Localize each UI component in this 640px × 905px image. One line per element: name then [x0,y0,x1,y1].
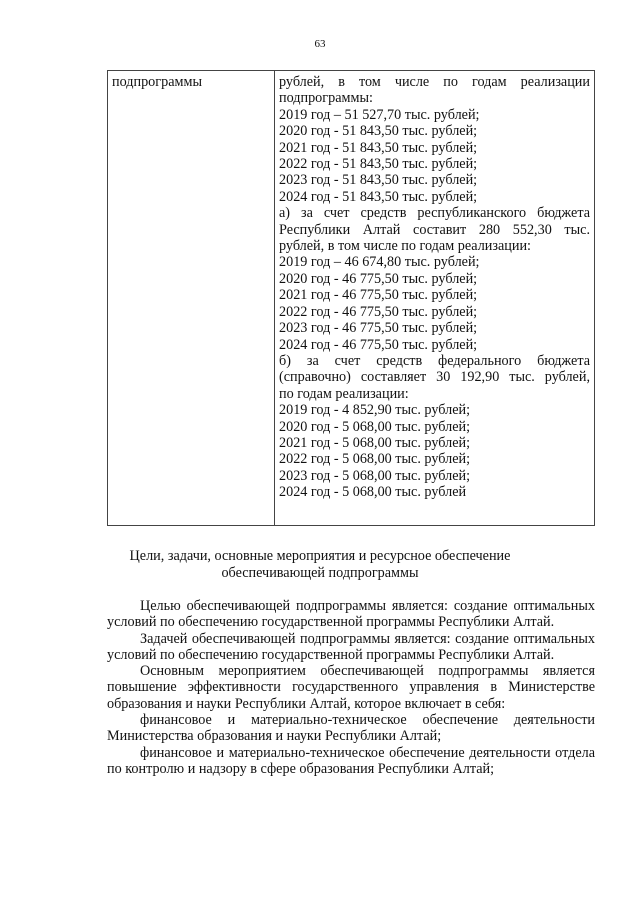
table-value-cell [275,71,595,526]
section-heading-line-1: Цели, задачи, основные мероприятия и ресурсное обеспечение [129,548,511,564]
table-value-line: (справочно) составляет 30 192,90 тыс. рублей, [279,369,590,386]
table-value-line: 2023 год - 51 843,50 тыс. рублей; [279,172,478,189]
paragraph-main-activity: Основным мероприятием обеспечивающей подпрограммы является повышение эффективности государственного управления в Министерстве образования и науки Республики Алтай, которое включает в себя: [107,663,595,712]
table-label-cell [108,71,275,526]
table-value-line: 2019 год - 4 852,90 тыс. рублей; [279,402,471,419]
table-value-line: 2021 год - 5 068,00 тыс. рублей; [279,434,471,451]
passport-table [107,70,595,526]
table-value-line: рублей, в том числе по годам реализации: [279,238,531,255]
section-heading-line-2: обеспечивающей подпрограммы [221,565,419,581]
table-value-line: 2019 год – 51 527,70 тыс. рублей; [279,106,480,123]
table-value-line: 2024 год - 5 068,00 тыс. рублей [279,484,467,501]
table-value-line: б) за счет средств федерального бюджета [279,352,590,369]
table-value-line: 2023 год - 5 068,00 тыс. рублей; [279,467,471,484]
table-value-line: по годам реализации: [279,385,409,402]
paragraph-goal: Целью обеспечивающей подпрограммы является: создание оптимальных условий по обеспечению государственной программы Республики Алтай. [107,598,595,631]
table-value-line: 2020 год - 5 068,00 тыс. рублей; [279,418,471,435]
paragraph-department-support: финансовое и материально-техническое обеспечение деятельности отдела по контролю и надзору в сфере образования Республики Алтай; [107,744,595,777]
table-value-line: 2022 год - 46 775,50 тыс. рублей; [279,303,478,320]
table-value-line: 2020 год - 51 843,50 тыс. рублей; [279,123,478,140]
table-value-line: 2022 год - 51 843,50 тыс. рублей; [279,156,478,173]
paragraph-task: Задачей обеспечивающей подпрограммы является: создание оптимальных условий по обеспечению государственной программы Республики Алтай. [107,630,595,663]
table-value-line: 2024 год - 51 843,50 тыс. рублей; [279,188,478,205]
table-value-line: 2019 год – 46 674,80 тыс. рублей; [279,254,480,271]
table-value-line: подпрограммы: [279,90,373,107]
table-label: подпрограммы [112,74,202,90]
paragraph-ministry-support: финансовое и материально-техническое обеспечение деятельности Министерства образования и науки Республики Алтай; [107,712,595,745]
table-value-line: Республики Алтай составит 280 552,30 тыс. [279,221,590,238]
page-number: 63 [314,38,326,50]
table-value-line: 2020 год - 46 775,50 тыс. рублей; [279,270,478,287]
table-value-line: 2021 год - 51 843,50 тыс. рублей; [279,139,478,156]
section-heading [60,548,580,582]
table-row [108,71,595,526]
body-text [107,598,595,777]
table-value-line: 2023 год - 46 775,50 тыс. рублей; [279,320,478,337]
table-value-line: 2024 год - 46 775,50 тыс. рублей; [279,336,478,353]
table-value-line: 2021 год - 46 775,50 тыс. рублей; [279,287,478,304]
table-value-line: 2022 год - 5 068,00 тыс. рублей; [279,451,471,468]
table-value-line: рублей, в том числе по годам реализации [279,74,590,90]
table-value-line: а) за счет средств республиканского бюджета [279,205,590,222]
